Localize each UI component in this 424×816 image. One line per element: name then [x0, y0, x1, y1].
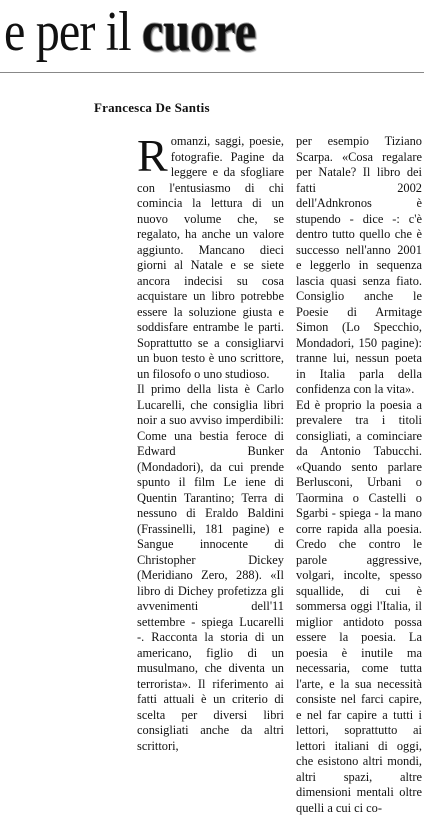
headline-emphasis: cuore — [142, 1, 256, 63]
byline: Francesca De Santis — [94, 100, 210, 116]
top-rule — [0, 72, 424, 73]
article-column-right — [296, 134, 422, 816]
article-column-left — [137, 134, 284, 754]
paragraph-text: omanzi, saggi, poesie, fotografie. Pagine da leggere e da sfogliare con l'entusiasmo di chi comincia la lettura di un nuovo volume che, se regalato, ha anche un valore aggiunto. Mancano dieci giorni al Natale e se siete ancora indecisi su cosa acquistare un libro potrebbe essere la soluzione giusta e soddisfare entrambe le parti. Soprattutto se a consigliarvi un buon testo è uno scrittore, un filosofo o uno studioso. — [137, 134, 284, 381]
paragraph: Il primo della lista è Carlo Lucarelli, che consiglia libri noir a suo avviso imperdibili: Come una bestia feroce di Edward Bunker (Mondadori), da cui prende spunto il film Le iene di Quentin Tarantino; Terra di nessuno di Eraldo Baldini (Frassinelli, 181 pagine) e Sangue innocente di Christopher Dickey (Meridiano Zero, 288). «Il libro di Dichey profetizza gli avvenimenti dell'11 settembre - spiega Lucarelli -. Racconta la storia di un americano, figlio di un musulmano, che diventa un terrorista». Il riferimento ai fatti attuali è un criterio di scelta per diversi libri consigliati anche da altri scrittori, — [137, 382, 284, 754]
paragraph: Ed è proprio la poesia a prevalere tra i titoli consigliati, a cominciare da Antonio Tabucchi. «Quando sento parlare Berlusconi, Urbani o Taormina o Castelli o Sgarbi - spiega - la mano corre rapida alla poesia. Credo che contro le parole aggressive, volgari, incolte, spesso squallide, di cui è sommersa oggi l'Italia, il miglior antidoto possa essere la poesia. La poesia è inutile ma necessaria, come tutta l'arte, e la sua necessità consiste nel farci capire, e nel far capire a tutti i lettori, soprattutto ai lettori italiani di oggi, che esistono altri mondi, altri spazi, altre dimensioni mentali oltre quelli a cui ci co- — [296, 398, 422, 816]
paragraph — [137, 134, 284, 382]
drop-cap: R — [137, 135, 171, 175]
headline-plain: e per il — [4, 1, 142, 63]
headline — [4, 2, 256, 62]
paragraph: per esempio Tiziano Scarpa. «Cosa regalare per Natale? Il libro dei fatti 2002 dell'Adnkronos è stupendo - dice -: c'è dentro tutto quello che è successo nell'anno 2001 e leggerlo in sequenza lascia quasi senza fiato. Consiglio anche le Poesie di Armitage Simon (Lo Specchio, Mondadori, 150 pagine): tranne lui, nessun poeta in Italia parla della confidenza con la vita». — [296, 134, 422, 398]
